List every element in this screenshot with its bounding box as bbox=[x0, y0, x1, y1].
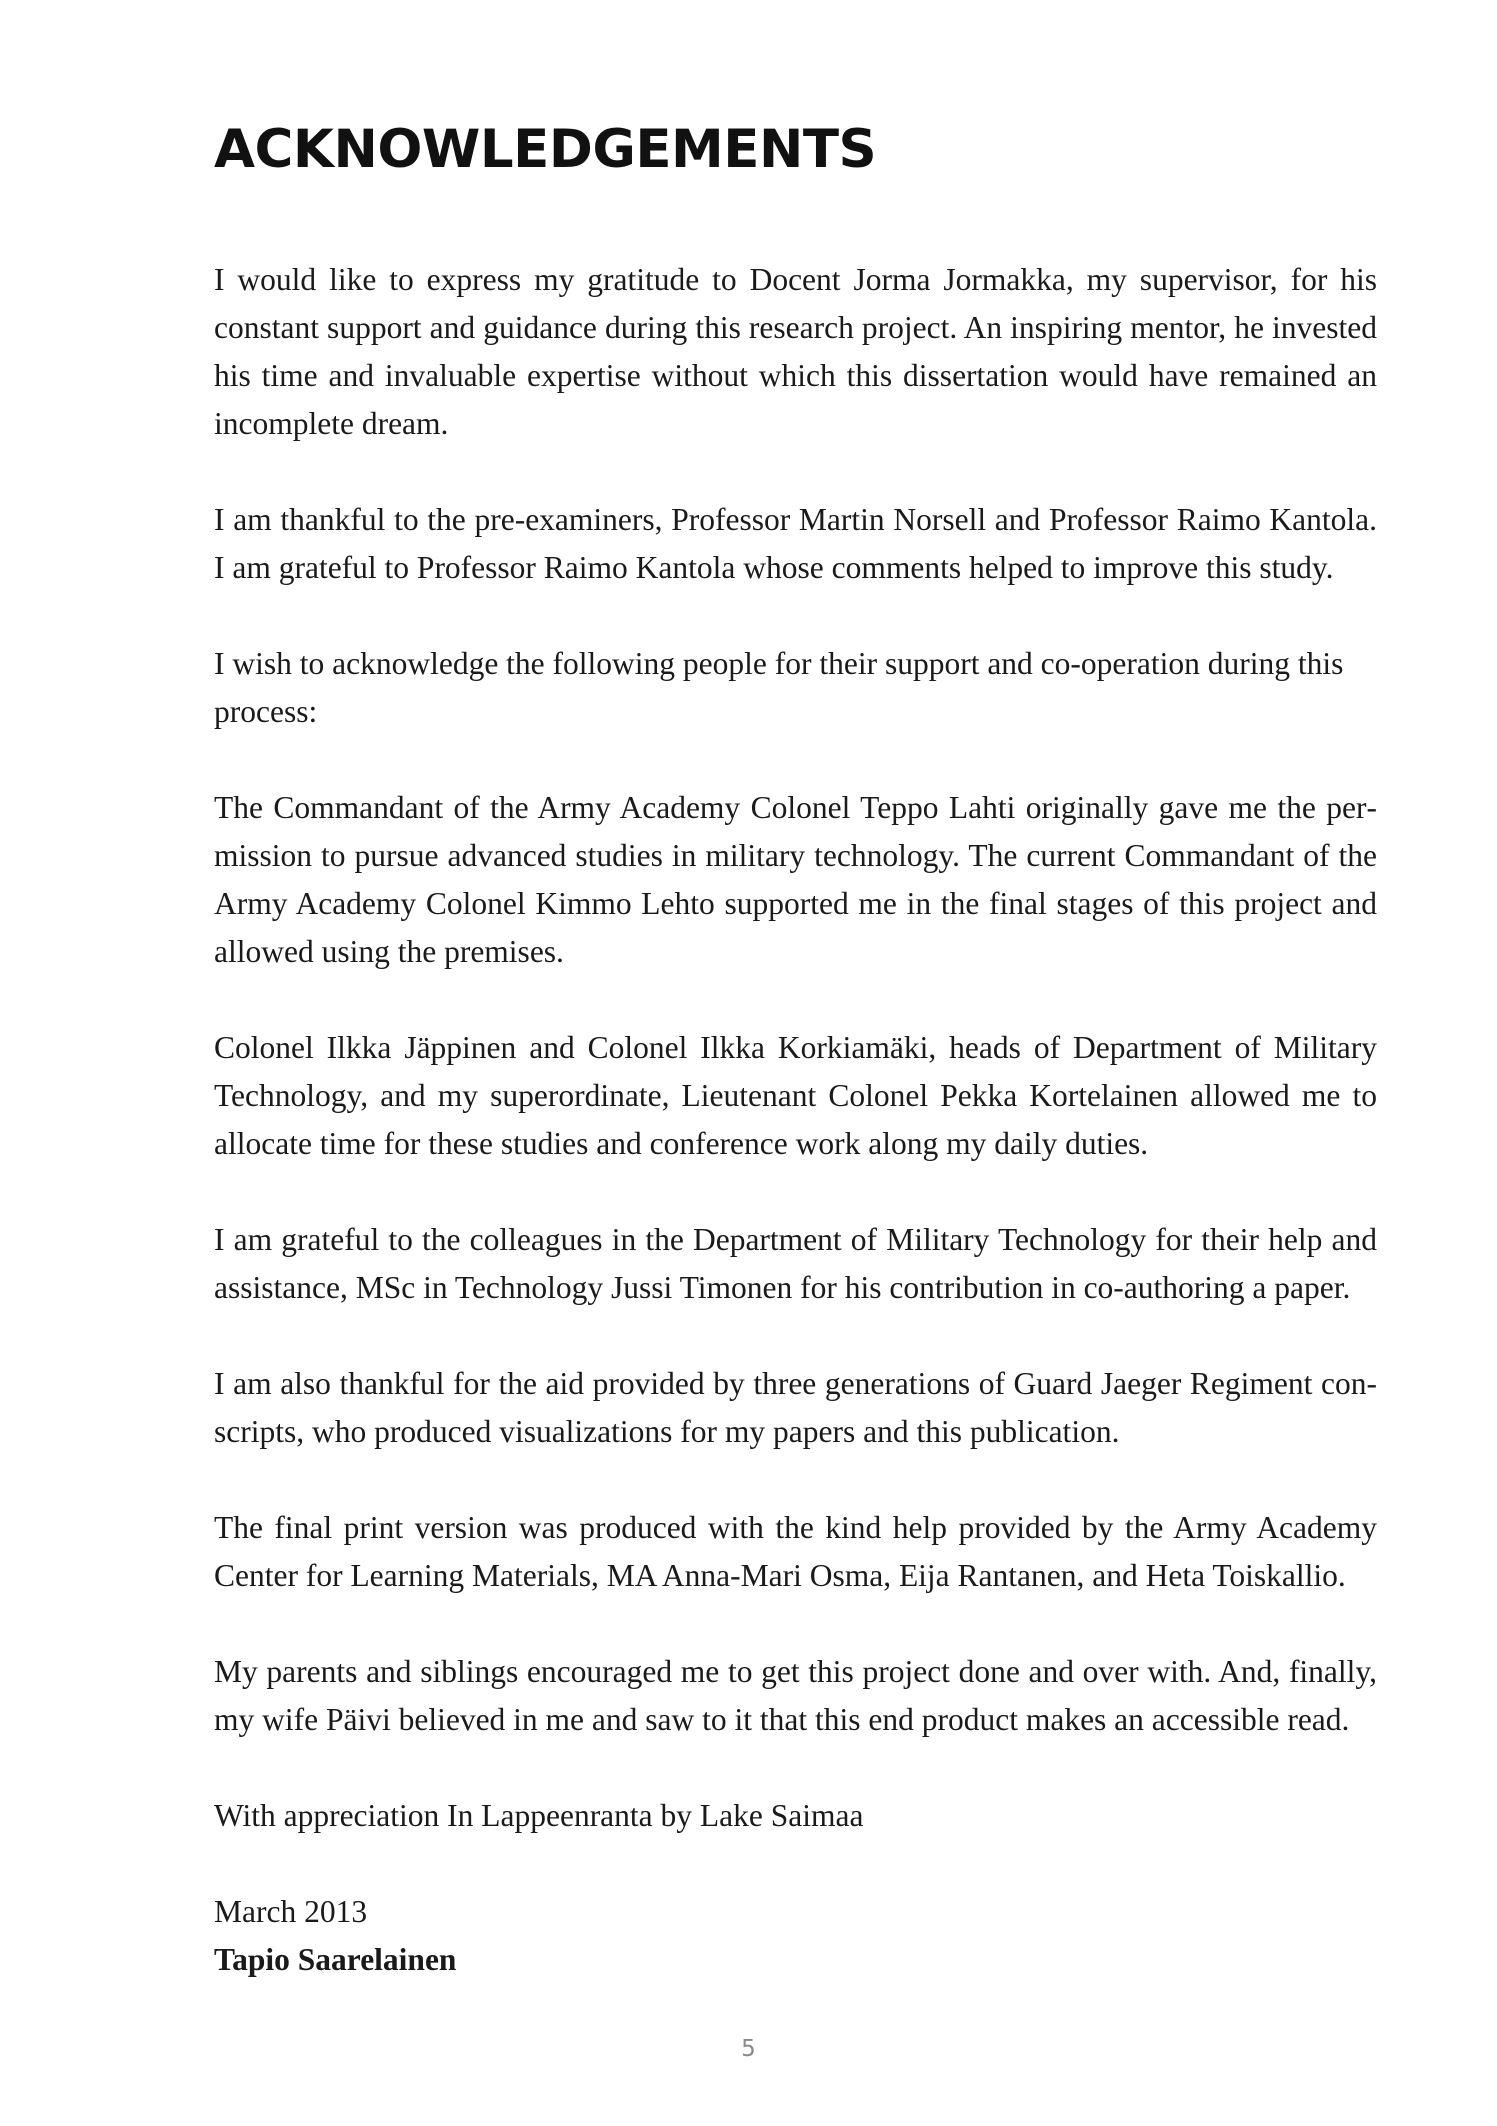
page-title: ACKNOWLEDGEMENTS bbox=[214, 119, 877, 180]
acknowledgements-body bbox=[214, 256, 1377, 1984]
paragraph-department-heads: Colonel Ilkka Jäppinen and Colonel Ilkka Korkiamäki, heads of Department of Military Technology, and my superordinate, Lieutenant Colonel Pekka Kortelainen allowed me to allocate time for these studies and conference work along my daily duties. bbox=[214, 1030, 1377, 1161]
signature-name: Tapio Saarelainen bbox=[214, 1942, 457, 1977]
signature-block bbox=[214, 1888, 1377, 1984]
paragraph-pre-examiners: I am thankful to the pre-examiners, Professor Martin Norsell and Professor Raimo Kantola. I am grateful to Professor Raimo Kantola whose comments helped to improve this study. bbox=[214, 502, 1377, 585]
paragraph-print-version: The final print version was produced with the kind help provided by the Army Academy Center for Learning Materials, MA Anna-Mari Osma, Eija Rantanen, and Heta Toiskallio. bbox=[214, 1510, 1377, 1593]
paragraph-acknowledge-intro: I wish to acknowledge the following people for their support and co-operation during this process: bbox=[214, 646, 1344, 729]
page-number: 5 bbox=[741, 2036, 756, 2062]
paragraph-conscripts: I am also thankful for the aid provided by three generations of Guard Jaeger Regiment conscripts, who produced visualizations for my papers and this publication. bbox=[214, 1366, 1377, 1449]
paragraph-colleagues: I am grateful to the colleagues in the Department of Military Technology for their help and assistance, MSc in Technology Jussi Timonen for his contribution in co-authoring a paper. bbox=[214, 1222, 1377, 1305]
signature-date: March 2013 bbox=[214, 1894, 368, 1929]
paragraph-family: My parents and siblings encouraged me to get this project done and over with. And, finally, my wife Päivi believed in me and saw to it that this end product makes an accessible read. bbox=[214, 1654, 1377, 1737]
paragraph-commandants: The Commandant of the Army Academy Colonel Teppo Lahti originally gave me the permission to pursue advanced studies in military technology. The current Commandant of the Army Academy Colonel Kimmo Lehto supported me in the final stages of this project and allowed using the premises. bbox=[214, 790, 1377, 969]
paragraph-supervisor: I would like to express my gratitude to Docent Jorma Jormakka, my supervisor, for his constant support and guidance during this research project. An inspiring mentor, he invested his time and invaluable expertise without which this dissertation would have remained an incomplete dream. bbox=[214, 262, 1377, 441]
closing-line: With appreciation In Lappeenranta by Lake Saimaa bbox=[214, 1798, 864, 1833]
